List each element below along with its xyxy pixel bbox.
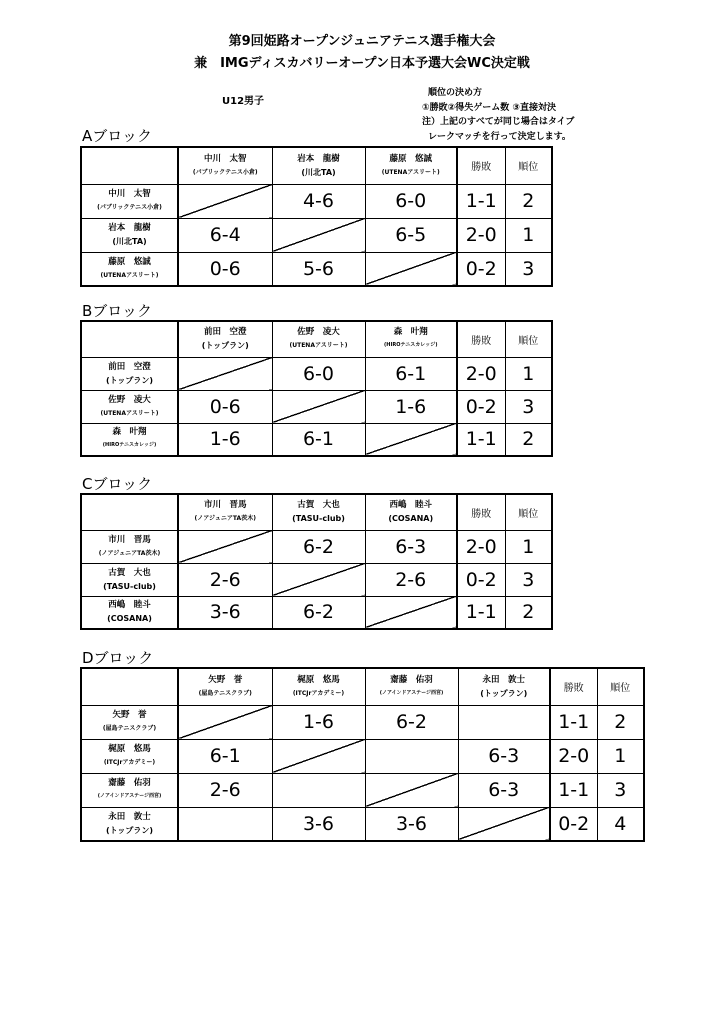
- score-cell: 2-6: [178, 773, 272, 807]
- score-cell: 1-6: [178, 423, 272, 456]
- col-player: 岩本 龍樹 (川北TA): [272, 147, 365, 184]
- row-player: 齋藤 佑羽 (ノアインドアステージ西宮): [81, 773, 178, 807]
- col-player: 永田 敦士 (トップラン): [458, 668, 550, 705]
- self-match-cell: [178, 357, 272, 390]
- block-c-label: Cブロック: [82, 475, 153, 493]
- col-player: 古賀 大也 (TASU-club): [272, 494, 365, 530]
- rank-cell: 1: [505, 218, 552, 252]
- record-header: 勝敗: [550, 668, 597, 705]
- rank-header: 順位: [505, 147, 552, 184]
- rank-cell: 1: [505, 357, 552, 390]
- score-cell: 1-6: [272, 705, 365, 739]
- table-row: [81, 252, 552, 286]
- table-row: [81, 423, 552, 456]
- col-player: 市川 晋馬 (ノアジュニアTA茨木): [178, 494, 272, 530]
- col-player: 佐野 凌大 (UTENAアスリート): [272, 321, 365, 357]
- block-c-table: [80, 493, 553, 630]
- record-cell: 2-0: [457, 218, 505, 252]
- rank-cell: 2: [505, 184, 552, 218]
- row-player: 岩本 龍樹 (川北TA): [81, 218, 178, 252]
- header-row: [81, 668, 644, 705]
- record-cell: 0-2: [550, 807, 597, 841]
- col-player: 西嶋 睦斗 (COSANA): [365, 494, 457, 530]
- record-cell: 1-1: [457, 596, 505, 629]
- rank-cell: 3: [505, 390, 552, 423]
- score-cell: 3-6: [365, 807, 458, 841]
- score-cell: 0-6: [178, 390, 272, 423]
- rules-line1: ①勝敗②得失ゲーム数 ③直接対決: [422, 102, 556, 113]
- rules-heading: 順位の決め方: [428, 88, 483, 98]
- block-a-label: Aブロック: [82, 127, 152, 145]
- row-player: 梶原 悠馬 (ITCJrアカデミー): [81, 739, 178, 773]
- self-match-cell: [272, 739, 365, 773]
- table-row: [81, 218, 552, 252]
- score-cell: 6-2: [272, 530, 365, 563]
- self-match-cell: [365, 596, 457, 629]
- record-cell: 0-2: [457, 390, 505, 423]
- row-player: 西嶋 睦斗 (COSANA): [81, 596, 178, 629]
- rank-header: 順位: [505, 321, 552, 357]
- header-row: [81, 321, 552, 357]
- self-match-cell: [178, 530, 272, 563]
- record-cell: 2-0: [457, 357, 505, 390]
- self-match-cell: [365, 773, 458, 807]
- record-cell: 1-1: [550, 705, 597, 739]
- score-cell: 6-1: [178, 739, 272, 773]
- score-cell: 6-3: [365, 530, 457, 563]
- row-player: 森 叶翔 (HIROテニスカレッジ): [81, 423, 178, 456]
- corner-cell: [81, 668, 178, 705]
- row-player: 藤原 悠誠 (UTENAアスリート): [81, 252, 178, 286]
- rank-cell: 3: [505, 252, 552, 286]
- block-b-label: Bブロック: [82, 302, 152, 320]
- ranking-rules: [400, 86, 574, 144]
- table-row: [81, 184, 552, 218]
- rank-header: 順位: [597, 668, 644, 705]
- corner-cell: [81, 494, 178, 530]
- self-match-cell: [365, 423, 457, 456]
- rank-cell: 1: [597, 739, 644, 773]
- score-cell: 2-6: [365, 563, 457, 596]
- score-cell: 6-4: [178, 218, 272, 252]
- block-b-table: [80, 320, 553, 457]
- table-row: [81, 563, 552, 596]
- record-cell: 2-0: [457, 530, 505, 563]
- table-row: [81, 807, 644, 841]
- table-row: [81, 773, 644, 807]
- self-match-cell: [365, 252, 457, 286]
- rank-cell: 2: [597, 705, 644, 739]
- self-match-cell: [272, 218, 365, 252]
- record-cell: 1-1: [550, 773, 597, 807]
- col-player: 中川 太智 (パブリックテニス小倉): [178, 147, 272, 184]
- col-player: 齋藤 佑羽 (ノアインドアステージ西宮): [365, 668, 458, 705]
- record-cell: 2-0: [550, 739, 597, 773]
- block-a-table: [80, 146, 553, 287]
- score-cell: 4-6: [272, 184, 365, 218]
- score-cell: [458, 705, 550, 739]
- rank-cell: 3: [505, 563, 552, 596]
- rank-cell: 1: [505, 530, 552, 563]
- score-cell: 6-5: [365, 218, 457, 252]
- score-cell: [272, 773, 365, 807]
- score-cell: 3-6: [272, 807, 365, 841]
- row-player: 市川 晋馬 (ノアジュニアTA茨木): [81, 530, 178, 563]
- rank-cell: 3: [597, 773, 644, 807]
- row-player: 矢野 誉 (屋島テニスクラブ): [81, 705, 178, 739]
- score-cell: 6-3: [458, 773, 550, 807]
- score-cell: 6-2: [365, 705, 458, 739]
- record-cell: 0-2: [457, 563, 505, 596]
- corner-cell: [81, 147, 178, 184]
- table-row: [81, 596, 552, 629]
- record-header: 勝敗: [457, 321, 505, 357]
- score-cell: 6-3: [458, 739, 550, 773]
- self-match-cell: [178, 184, 272, 218]
- rank-cell: 4: [597, 807, 644, 841]
- self-match-cell: [458, 807, 550, 841]
- table-row: [81, 705, 644, 739]
- title-line2: 兼 IMGディスカバリーオープン日本予選大会WC決定戦: [194, 56, 530, 71]
- col-player: 藤原 悠誠 (UTENAアスリート): [365, 147, 457, 184]
- corner-cell: [81, 321, 178, 357]
- self-match-cell: [178, 705, 272, 739]
- score-cell: [178, 807, 272, 841]
- rank-header: 順位: [505, 494, 552, 530]
- score-cell: 1-6: [365, 390, 457, 423]
- table-row: [81, 390, 552, 423]
- score-cell: 6-2: [272, 596, 365, 629]
- col-player: 前田 空澄 (トップラン): [178, 321, 272, 357]
- score-cell: 6-1: [272, 423, 365, 456]
- rules-line3: レークマッチを行って決定します。: [428, 131, 571, 142]
- category-label: U12男子: [222, 96, 265, 107]
- score-cell: 5-6: [272, 252, 365, 286]
- block-d-table: [80, 667, 645, 842]
- row-player: 永田 敦士 (トップラン): [81, 807, 178, 841]
- table-row: [81, 739, 644, 773]
- header-row: [81, 494, 552, 530]
- record-header: 勝敗: [457, 147, 505, 184]
- score-cell: 0-6: [178, 252, 272, 286]
- row-player: 佐野 凌大 (UTENAアスリート): [81, 390, 178, 423]
- row-player: 前田 空澄 (トップラン): [81, 357, 178, 390]
- score-cell: 3-6: [178, 596, 272, 629]
- block-d-label: Dブロック: [82, 649, 154, 667]
- row-player: 中川 太智 (パブリックテニス小倉): [81, 184, 178, 218]
- title-line1: 第9回姫路オープンジュニアテニス選手権大会: [228, 34, 496, 49]
- rules-line2: 注）上記のすべてが同じ場合はタイブ: [422, 117, 575, 127]
- score-cell: 6-0: [272, 357, 365, 390]
- score-cell: 6-1: [365, 357, 457, 390]
- record-header: 勝敗: [457, 494, 505, 530]
- header-row: [81, 147, 552, 184]
- score-cell: [365, 739, 458, 773]
- record-cell: 1-1: [457, 184, 505, 218]
- col-player: 梶原 悠馬 (ITCJrアカデミー): [272, 668, 365, 705]
- col-player: 森 叶翔 (HIROテニスカレッジ): [365, 321, 457, 357]
- col-player: 矢野 誉 (屋島テニスクラブ): [178, 668, 272, 705]
- rank-cell: 2: [505, 423, 552, 456]
- table-row: [81, 357, 552, 390]
- score-cell: 6-0: [365, 184, 457, 218]
- record-cell: 0-2: [457, 252, 505, 286]
- row-player: 古賀 大也 (TASU-club): [81, 563, 178, 596]
- self-match-cell: [272, 563, 365, 596]
- table-row: [81, 530, 552, 563]
- rank-cell: 2: [505, 596, 552, 629]
- record-cell: 1-1: [457, 423, 505, 456]
- self-match-cell: [272, 390, 365, 423]
- score-cell: 2-6: [178, 563, 272, 596]
